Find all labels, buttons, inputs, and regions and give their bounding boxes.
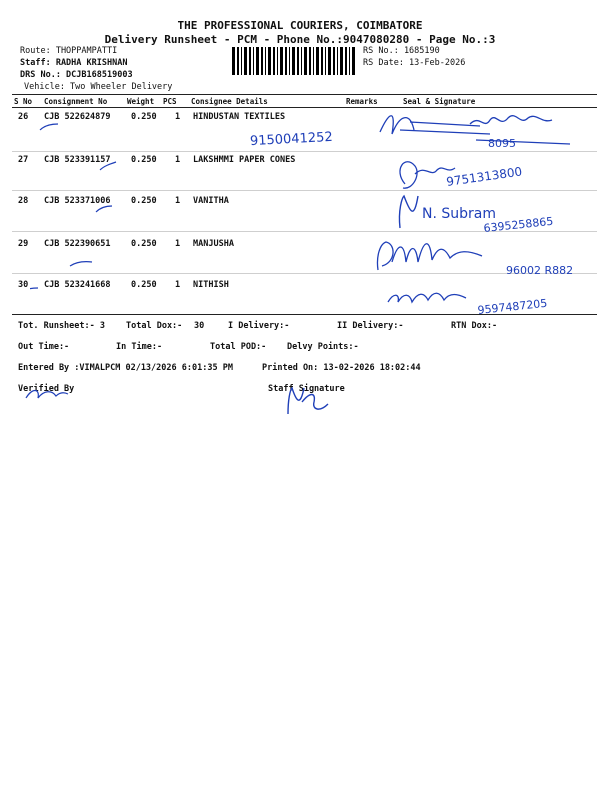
barcode-bar: [273, 47, 275, 75]
runsheet-subtitle: Delivery Runsheet - PCM - Phone No.:9047080280 - Page No.:3: [104, 33, 496, 46]
barcode-bar: [340, 47, 343, 75]
barcode-bar: [328, 47, 331, 75]
signature-phone: 9597487205: [476, 296, 548, 317]
staff-signature: [282, 382, 332, 418]
col-sno: S No: [14, 97, 33, 106]
signature-phone: 96002 R882: [506, 264, 574, 277]
handwritten-phone: 9150041252: [249, 129, 334, 150]
rs-no-label: RS No.: 1685190: [363, 46, 440, 56]
signature-phone: 8095: [488, 137, 516, 150]
row-weight: 0.250: [131, 155, 157, 165]
row-sno: 28: [18, 196, 29, 206]
barcode-bar: [304, 47, 307, 75]
barcode-bar: [232, 47, 235, 75]
signature-row-30: [382, 276, 597, 324]
row-weight: 0.250: [131, 280, 157, 290]
barcode-bar: [241, 47, 242, 75]
row-consignment-no: CJB 523371006: [44, 196, 111, 206]
barcode-bar: [285, 47, 287, 75]
total-runsheet: Tot. Runsheet:- 3: [18, 321, 105, 331]
row-sno: 27: [18, 155, 29, 165]
company-title: THE PROFESSIONAL COURIERS, COIMBATORE: [177, 19, 423, 32]
signature-row-29: [372, 232, 597, 282]
barcode-bar: [280, 47, 283, 75]
col-consignee: Consignee Details: [191, 97, 268, 106]
barcode-bar: [289, 47, 290, 75]
printed-on: Printed On: 13-02-2026 18:02:44: [262, 363, 421, 373]
barcode-bar: [325, 47, 326, 75]
row-consignee: LAKSHMMI PAPER CONES: [193, 155, 296, 165]
row-pcs: 1: [175, 112, 181, 122]
tick-marks: [30, 118, 130, 318]
col-consignment: Consignment No: [44, 97, 108, 106]
row-weight: 0.250: [131, 239, 157, 249]
row-consignment-no: CJB 523391157: [44, 155, 111, 165]
col-pcs: PCS: [163, 97, 177, 106]
barcode-bar: [256, 47, 259, 75]
row-consignee: MANJUSHA: [193, 239, 234, 249]
signature-row-26: [370, 104, 590, 156]
entered-by: Entered By :VIMALPCM 02/13/2026 6:01:35 PM: [18, 363, 233, 373]
header-top-rule: [12, 94, 597, 95]
rtn-dox-label: RTN Dox:-: [451, 321, 498, 331]
row-consignee: VANITHA: [193, 196, 229, 206]
row-pcs: 1: [175, 280, 181, 290]
barcode-bar: [301, 47, 302, 75]
barcode-bar: [321, 47, 323, 75]
barcode-bar: [261, 47, 263, 75]
row-weight: 0.250: [131, 196, 157, 206]
barcode-bar: [333, 47, 335, 75]
ii-delivery-label: II Delivery:-: [337, 321, 404, 331]
col-weight: Weight: [127, 97, 155, 106]
row-weight: 0.250: [131, 112, 157, 122]
out-time-label: Out Time:-: [18, 342, 70, 352]
signature-phone: 6395258865: [482, 214, 554, 235]
row-consignee: NITHISH: [193, 280, 229, 290]
barcode-bar: [253, 47, 254, 75]
row-pcs: 1: [175, 196, 181, 206]
barcode-bar: [349, 47, 350, 75]
barcode-bar: [313, 47, 314, 75]
row-pcs: 1: [175, 155, 181, 165]
barcode-bar: [297, 47, 299, 75]
row-consignee: HINDUSTAN TEXTILES: [193, 112, 286, 122]
col-seal-signature: Seal & Signature: [403, 97, 476, 106]
row-sno: 29: [18, 239, 29, 249]
row-consignment-no: CJB 522624879: [44, 112, 111, 122]
route-label: Route: THOPPAMPATTI: [20, 46, 118, 56]
barcode-bar: [316, 47, 319, 75]
barcode-bar: [237, 47, 239, 75]
staff-signature-label: Staff Signature: [268, 384, 345, 394]
i-delivery-label: I Delivery:-: [228, 321, 290, 331]
row-consignment-no: CJB 523241668: [44, 280, 111, 290]
total-dox-label: Total Dox:-: [126, 321, 183, 331]
barcode-bar: [249, 47, 251, 75]
row-consignment-no: CJB 522390651: [44, 239, 111, 249]
barcode-bar: [352, 47, 355, 75]
row-sno: 30: [18, 280, 29, 290]
barcode-bar: [309, 47, 311, 75]
drs-label: DRS No.: DCJB168519003: [20, 70, 133, 80]
barcode-bar: [265, 47, 266, 75]
barcode-bar: [244, 47, 247, 75]
verified-by-label: Verified By: [18, 384, 75, 394]
in-time-label: In Time:-: [116, 342, 163, 352]
total-pod-label: Total POD:-: [210, 342, 267, 352]
signature-name: N. Subram: [422, 206, 496, 222]
signature-phone: 9751313800: [445, 164, 524, 189]
verified-signature: [22, 384, 72, 404]
rs-date-label: RS Date: 13-Feb-2026: [363, 58, 466, 68]
row-sno: 26: [18, 112, 29, 122]
barcode-bar: [277, 47, 278, 75]
barcode-image: [232, 47, 356, 75]
total-dox-value: 30: [194, 321, 205, 331]
delvy-points-label: Delvy Points:-: [287, 342, 359, 352]
staff-label: Staff: RADHA KRISHNAN: [20, 58, 128, 68]
barcode-bar: [345, 47, 347, 75]
col-remarks: Remarks: [346, 97, 378, 106]
barcode-bar: [337, 47, 338, 75]
row-pcs: 1: [175, 239, 181, 249]
vehicle-label: Vehicle: Two Wheeler Delivery: [24, 82, 173, 92]
barcode-bar: [268, 47, 271, 75]
barcode-bar: [292, 47, 295, 75]
